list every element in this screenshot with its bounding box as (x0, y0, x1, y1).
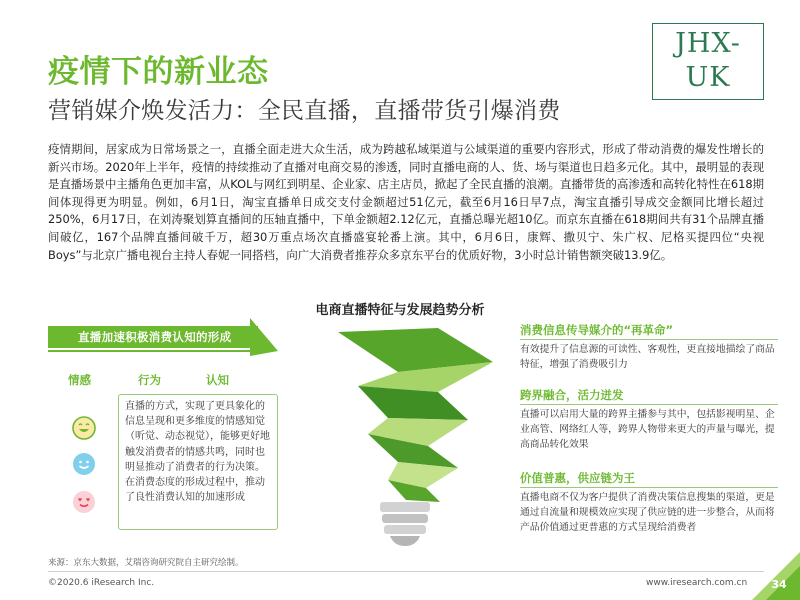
stage-emotion: 情感 (68, 373, 91, 387)
body-paragraph: 疫情期间，居家成为日常场景之一，直播全面走进大众生活，成为跨越私域渠道与公域渠道的重要内容形式，形成了带动消费的爆发性增长的新兴市场。2020年上半年，疫情的持续推动了直播对电商交易的渗透，同时直播电商的人、货、场与渠道也日趋多元化。其中，最明显的表现是直播场景中主播角色更加丰富，从KOL与网红到明星、企业家、店主店员，掀起了全民直播的浪潮。直播带货的高渗透和高转化特性在618期间体现得更为明显。例如，6月1日，淘宝直播单日成交支付金额超过51亿元，截至6月16日早7点，淘宝直播引导成交金额同比增长超过250%，6月17日，在刘涛聚划算直播间的压轴直播中，下单金额超2.12亿元，直播总曝光超10亿。而京东直播在618期间共有31个品牌直播间破亿，167个品牌直播间破千万，超30万重点场次直播盛宴轮番上演。其中，6月6日，康辉、撒贝宁、朱广权、尼格买提四位“央视Boys”与北京广播电视台主持人春妮一同搭档，向广大消费者推荐众多京东平台的优质好物，3小时总计销售额突破13.9亿。 (48, 142, 764, 262)
heart-eyes-face-icon (72, 490, 96, 514)
feature-description-2: 直播可以启用大量的跨界主播参与其中，包括影视明星、企业高管、网络红人等，跨界人物带来更大的声量与曝光，提高商品转化效果 (520, 409, 775, 450)
stage-cognition: 认知 (206, 373, 229, 387)
page-title: 疫情下的新业态 (48, 54, 269, 90)
feature-description-1: 有效提升了信息源的可读性、客观性，更直接地描绘了商品特征，增强了消费吸引力 (520, 344, 775, 370)
consumer-cognition-banner (48, 318, 278, 356)
website-link[interactable]: www.iresearch.com.cn (646, 578, 748, 588)
page-subtitle: 营销媒介焕发活力：全民直播，直播带货引爆消费 (48, 98, 561, 124)
page-number: 34 (771, 578, 787, 591)
footer-divider (48, 571, 764, 572)
feature-divider-1 (520, 339, 778, 340)
logo-text-line2: UK (685, 62, 731, 93)
page-corner-decoration (752, 552, 800, 600)
feature-title-1: 消费信息传导媒介的“再革命” (520, 323, 674, 337)
happy-face-icon (72, 416, 96, 440)
smile-face-icon (72, 452, 96, 476)
source-note: 来源：京东大数据，艾瑞咨询研究院自主研究绘制。 (48, 558, 244, 568)
feature-divider-3 (520, 487, 778, 488)
feature-divider-2 (520, 404, 778, 405)
banner-label: 直播加速积极消费认知的形成 (78, 330, 232, 344)
feature-description-3: 直播电商不仅为客户提供了消费决策信息搜集的渠道，更是通过自流量和规模效应实现了供应链的进一步整合，从而将产品价值通过更普惠的方式呈现给消费者 (520, 492, 775, 533)
left-panel-description: 直播的方式，实现了更具象化的信息呈现和更多维度的情感知觉（听觉、动态视觉），能够更好地触发消费者的情感共鸣，同时也明显推动了消费者的行为决策。在消费态度的形成过程中，推动了良性消费认知的加速形成 (118, 394, 278, 530)
logo (652, 23, 764, 100)
copyright: ©2020.6 iResearch Inc. (48, 578, 155, 588)
section-title: 电商直播特征与发展趋势分析 (315, 303, 485, 318)
stage-behavior: 行为 (138, 373, 161, 387)
feature-title-2: 跨界融合，活力迸发 (520, 388, 624, 402)
feature-title-3: 价值普惠，供应链为王 (520, 471, 635, 485)
spiral-lightbulb-graphic (318, 322, 508, 552)
logo-text-line1: JHX- (675, 28, 741, 59)
